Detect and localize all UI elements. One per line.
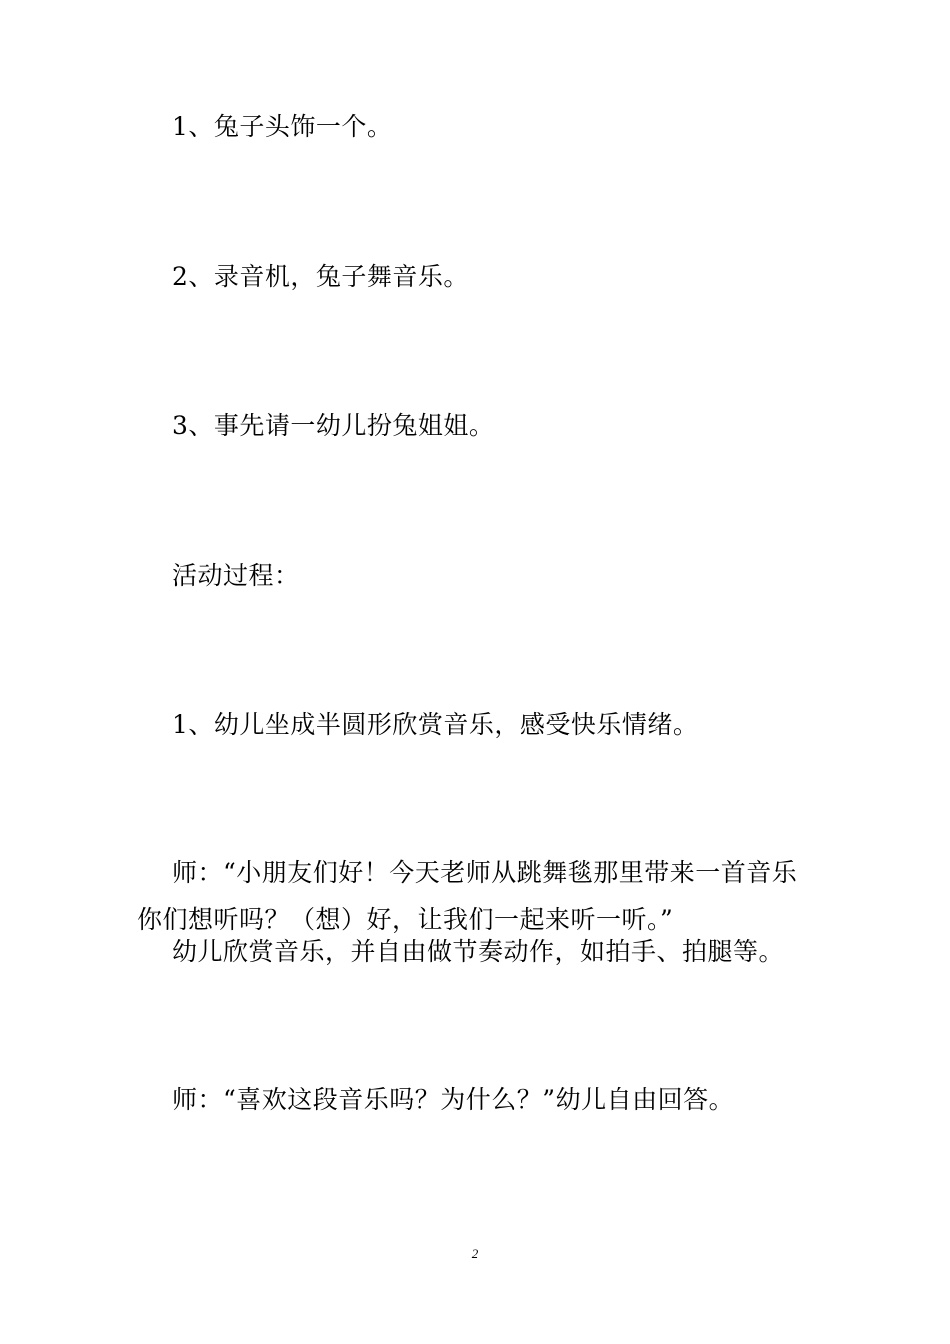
material-item-1: 1、兔子头饰一个。 (172, 112, 393, 141)
paragraph-1-line-3: 幼儿欣赏音乐，并自由做节奏动作，如拍手、拍腿等。 (172, 937, 785, 966)
paragraph-1-line-2: 你们想听吗？（想）好，让我们一起来听一听。” (137, 905, 674, 934)
section-heading: 活动过程： (172, 561, 300, 590)
material-item-3: 3、事先请一幼儿扮兔姐姐。 (172, 411, 495, 440)
page-number: 2 (471, 1246, 479, 1261)
step-1-title: 1、幼儿坐成半圆形欣赏音乐，感受快乐情绪。 (172, 710, 699, 739)
paragraph-1-line-1: 师：“小朋友们好！今天老师从跳舞毯那里带来一首音乐 (172, 858, 798, 887)
paragraph-2: 师：“喜欢这段音乐吗？为什么？”幼儿自由回答。 (172, 1085, 735, 1114)
material-item-2: 2、录音机，兔子舞音乐。 (172, 262, 469, 291)
